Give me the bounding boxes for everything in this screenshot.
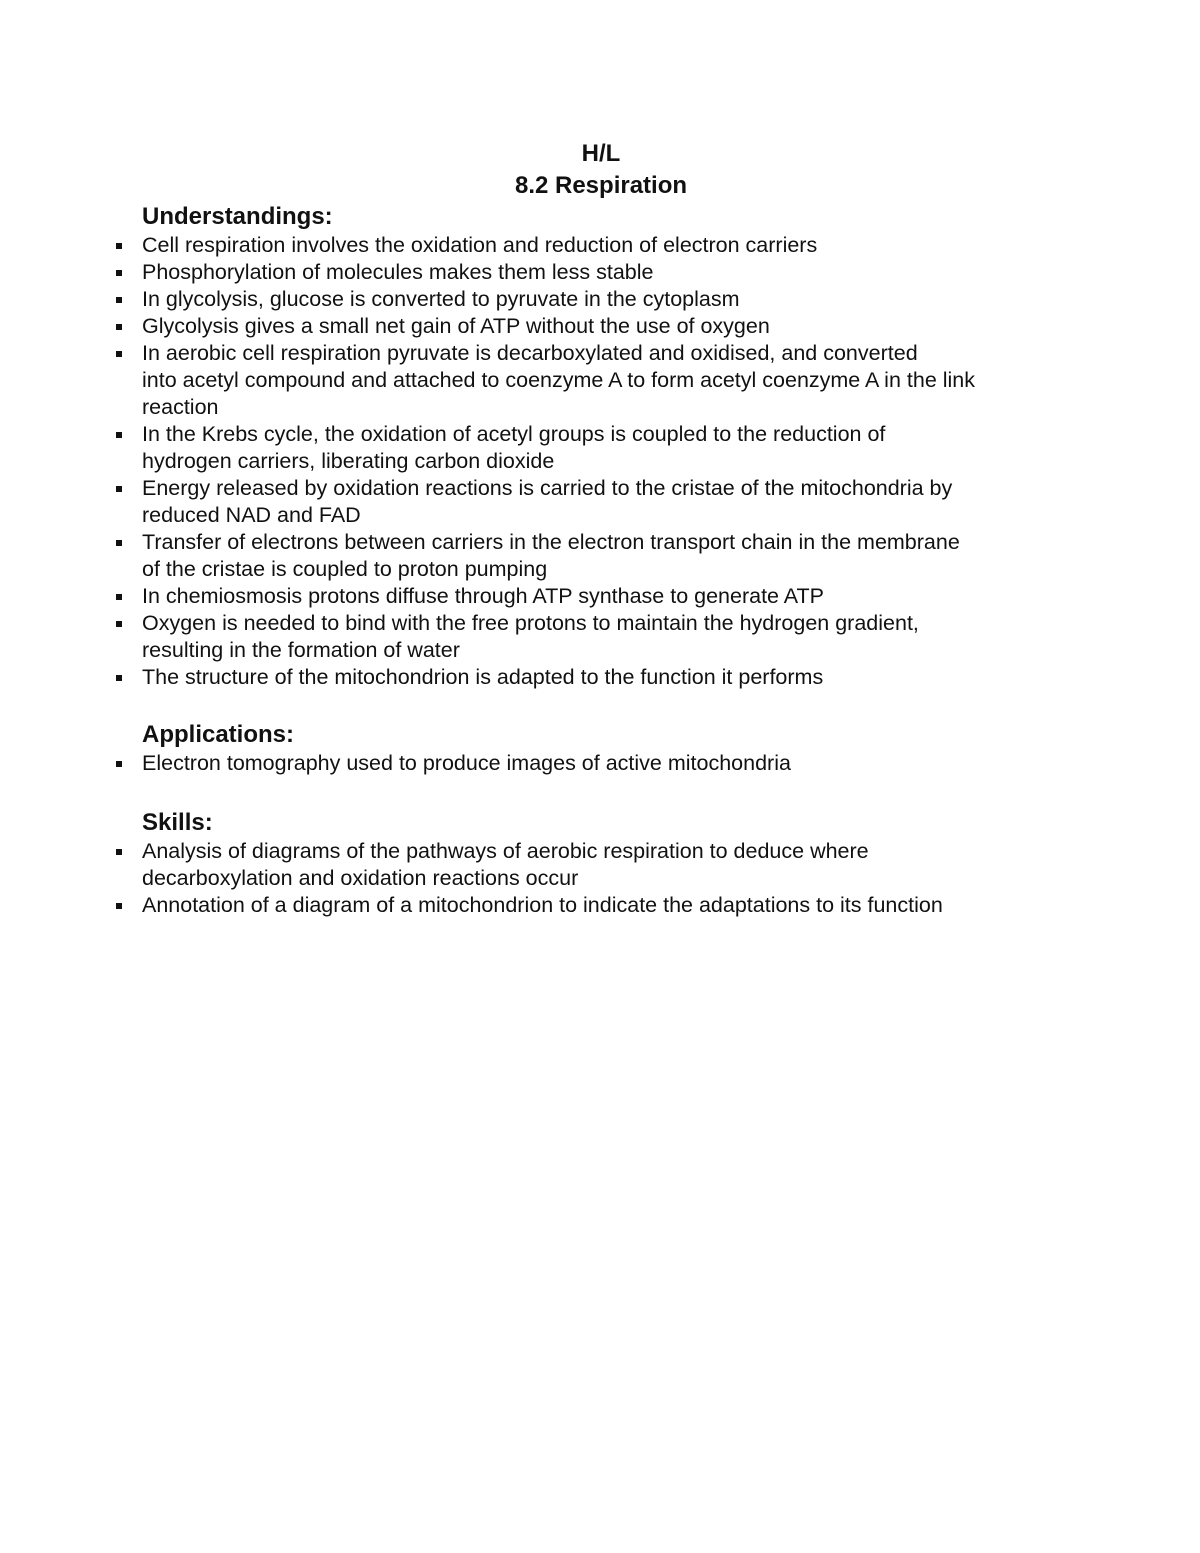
list-item-text: In chemiosmosis protons diffuse through ATP synthase to generate ATP <box>142 584 825 608</box>
list-item <box>112 232 1092 259</box>
list-item-text: In glycolysis, glucose is converted to pyruvate in the cytoplasm <box>142 287 740 311</box>
list-item <box>112 313 1092 340</box>
list-item-text: Electron tomography used to produce images of active mitochondria <box>142 751 791 775</box>
understandings-section <box>112 202 1092 691</box>
list-item-text: Analysis of diagrams of the pathways of aerobic respiration to deduce where <box>142 839 869 863</box>
list-item-text: resulting in the formation of water <box>142 638 460 662</box>
understandings-list <box>112 232 1092 691</box>
bullet-icon <box>116 297 122 303</box>
list-item-text: Energy released by oxidation reactions is carried to the cristae of the mitochondria by <box>142 476 953 500</box>
list-item <box>112 259 1092 286</box>
list-item <box>112 286 1092 313</box>
understandings-heading: Understandings: <box>142 203 333 230</box>
bullet-icon <box>116 351 122 357</box>
skills-list <box>112 838 1092 919</box>
list-item-text: Transfer of electrons between carriers in the electron transport chain in the membrane <box>142 530 960 554</box>
list-item <box>112 583 1092 610</box>
skills-heading: Skills: <box>142 809 213 836</box>
list-item-text: The structure of the mitochondrion is adapted to the function it performs <box>142 665 824 689</box>
skills-section <box>112 808 1092 919</box>
list-item-text: Annotation of a diagram of a mitochondrion to indicate the adaptations to its function <box>142 893 943 917</box>
list-item <box>112 664 1092 691</box>
list-item-text: Glycolysis gives a small net gain of ATP without the use of oxygen <box>142 314 770 338</box>
list-item-text: reaction <box>142 395 219 419</box>
applications-heading: Applications: <box>142 721 295 748</box>
bullet-icon <box>116 594 122 600</box>
bullet-icon <box>116 621 122 627</box>
bullet-icon <box>116 324 122 330</box>
list-item <box>112 838 1092 892</box>
topic-title: 8.2 Respiration <box>514 172 688 199</box>
list-item-text: Phosphorylation of molecules makes them less stable <box>142 260 654 284</box>
bullet-icon <box>116 849 122 855</box>
list-item-text: into acetyl compound and attached to coenzyme A to form acetyl coenzyme A in the link <box>142 368 976 392</box>
list-item <box>112 421 1092 475</box>
list-item-text: reduced NAD and FAD <box>142 503 361 527</box>
list-item-text: In the Krebs cycle, the oxidation of acetyl groups is coupled to the reduction of <box>142 422 886 446</box>
applications-list <box>112 750 1092 777</box>
bullet-icon <box>116 540 122 546</box>
list-item-text: of the cristae is coupled to proton pumping <box>142 557 548 581</box>
bullet-icon <box>116 432 122 438</box>
list-item <box>112 340 1092 421</box>
list-item <box>112 892 1092 919</box>
document-header <box>0 138 1200 202</box>
level-label: H/L <box>581 140 621 167</box>
list-item <box>112 750 1092 777</box>
bullet-icon <box>116 675 122 681</box>
list-item <box>112 475 1092 529</box>
list-item-text: In aerobic cell respiration pyruvate is decarboxylated and oxidised, and converted <box>142 341 918 365</box>
bullet-icon <box>116 761 122 767</box>
bullet-icon <box>116 243 122 249</box>
list-item-text: hydrogen carriers, liberating carbon dioxide <box>142 449 555 473</box>
bullet-icon <box>116 270 122 276</box>
applications-section <box>112 720 1092 777</box>
list-item-text: Oxygen is needed to bind with the free protons to maintain the hydrogen gradient, <box>142 611 919 635</box>
bullet-icon <box>116 486 122 492</box>
list-item <box>112 610 1092 664</box>
bullet-icon <box>116 903 122 909</box>
list-item-text: Cell respiration involves the oxidation and reduction of electron carriers <box>142 233 818 257</box>
list-item-text: decarboxylation and oxidation reactions occur <box>142 866 579 890</box>
list-item <box>112 529 1092 583</box>
